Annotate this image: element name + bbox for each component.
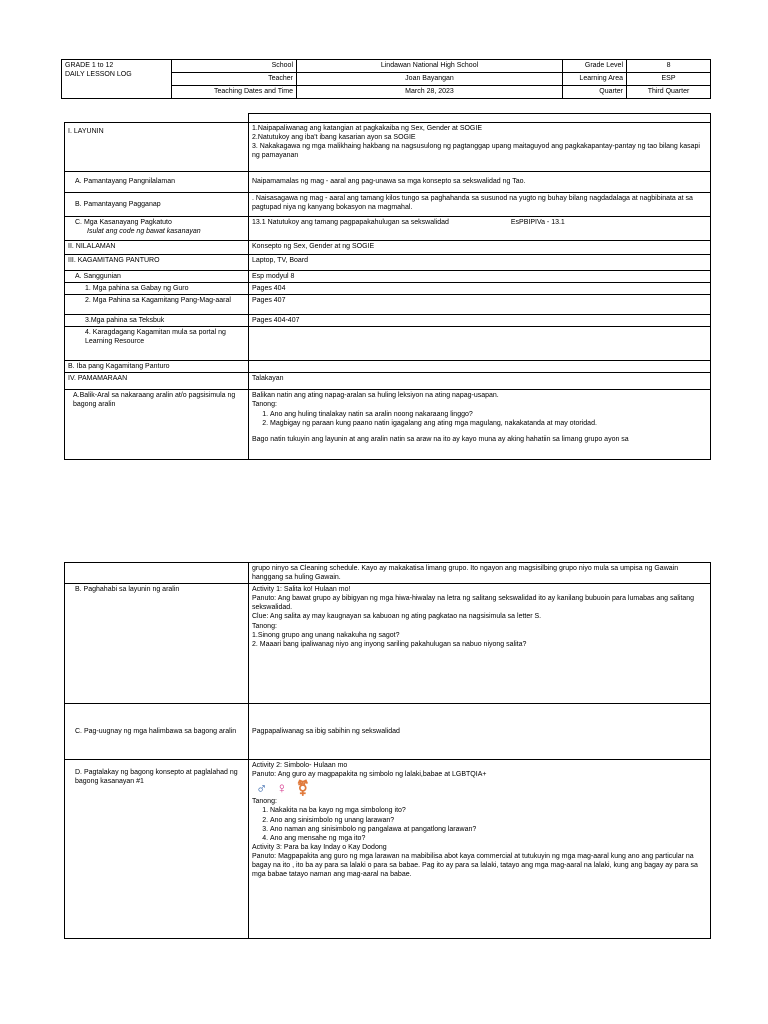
pagtalakay-cell <box>249 760 711 939</box>
area-value: ESP <box>627 73 711 86</box>
pagtalakay-panuto-3: Panuto: Magpapakita ang guro ng mga larawan na mabibilisa abot kaya commercial at tutukuyin ng mga mag-aaral kung ano ang particular na bagay na ito , ito ba ay para sa lalaki o para sa babae. Pag ito ay para sa lalaki, tatayo ang mga mag-aaral na lalaki, kung ang bagay ay para sa mga babae tatayo naman ang mag-aaral na babae. <box>252 852 698 879</box>
kasanayan-label: C. Mga Kasanayang Pagkatuto <box>75 219 172 226</box>
lesson-table-2 <box>64 562 711 939</box>
pagtalakay-panuto-2: Panuto: Ang guro ay magpapakita ng simbolo ng lalaki,babae at LGBTQIA+ <box>252 771 487 779</box>
kagamitan-label: III. KAGAMITANG PANTURO <box>65 255 249 271</box>
pagtalakay-activity-3: Activity 3: Para ba kay Inday o Kay Dodong <box>252 843 387 851</box>
layunin-2: 2.Natutukoy ang iba't ibang kasarian ayon sa SOGIE <box>252 134 416 142</box>
male-symbol-icon: ♂ <box>256 779 268 797</box>
paghahabi-tanong: Tanong: <box>252 622 277 630</box>
doc-label-grade: GRADE 1 to 12 <box>65 62 114 69</box>
quarter-label: Quarter <box>563 86 627 99</box>
kasanayan-code: EsPBIPIVa - 13.1 <box>510 219 565 226</box>
balik-aral-label: A.Balik-Aral sa nakaraang aralin at/o pagsisimula ng bagong aralin <box>65 390 249 460</box>
transgender-symbol-icon: ⚧ <box>296 779 310 797</box>
learning-resource-value <box>249 327 711 361</box>
gender-symbols <box>252 779 707 797</box>
layunin-1: 1.Naipapaliwanag ang katangian at pagkakaiba ng Sex, Gender at SOGIE <box>252 125 482 132</box>
kasanayan-value-cell <box>249 217 711 241</box>
paghahabi-clue: Clue: Ang salita ay may kaugnayan sa kabuoan ng ating pagkatao na nagsisimula sa letter S. <box>252 613 542 621</box>
kasanayan-sub: Isulat ang code ng bawat kasanayan <box>87 228 201 236</box>
paghahabi-q2: 2. Maaari bang ipaliwanag niyo ang inyong sariling pakahulugan sa nabuo niyong salita? <box>252 640 527 648</box>
pagtalakay-label: D. Pagtalakay ng bagong konsepto at paglalahad ng bagong kasanayan #1 <box>65 760 249 939</box>
grade-value: 8 <box>627 60 711 73</box>
header-table <box>61 59 711 99</box>
balik-aral-intro: Balikan natin ang ating napag-aralan sa huling leksiyon na ating napag-usapan. <box>252 392 499 400</box>
pagtalakay-activity-2: Activity 2: Simbolo- Hulaan mo <box>252 762 348 770</box>
pagganap-value: . Naisasagawa ng mag - aaral ang tamang kilos tungo sa paghahanda sa susunod na yugto ng buhay bilang nagdadalaga at nagbibinata at sa pagtupad niya ng kanyang bokasyon na magmahal. <box>249 193 711 217</box>
gabay-guro-value: Pages 404 <box>249 283 711 295</box>
blank-corner <box>65 114 249 123</box>
female-symbol-icon: ♀ <box>276 779 288 797</box>
layunin-cell <box>249 123 711 172</box>
paghahabi-label: B. Paghahabi sa layunin ng aralin <box>65 584 249 704</box>
pagtalakay-q2: 2. Ano ang sinisimbolo ng unang larawan? <box>270 816 707 825</box>
pangnilalaman-label: A. Pamantayang Pangnilalaman <box>65 172 249 193</box>
kasanayan-cell <box>65 217 249 241</box>
pamamaraan-label: IV. PAMAMARAAN <box>65 373 249 390</box>
layunin-3: 3. Nakakagawa ng mga malikhaing hakbang na nagsusulong ng pagtanggap upang maitaguyod ang pagkakapantay-pantay ng tao bilang kasapi ng pamayanan <box>252 143 700 160</box>
lesson-table-1 <box>64 113 711 460</box>
cont-label <box>65 563 249 584</box>
layunin-label: I. LAYUNIN <box>65 123 249 172</box>
teksbuk-value: Pages 404-407 <box>249 315 711 327</box>
pagtalakay-q3: 3. Ano naman ang sinisimbolo ng pangalawa at pangatlong larawan? <box>270 825 707 834</box>
sanggunian-label: A. Sanggunian <box>65 271 249 283</box>
quarter-value: Third Quarter <box>627 86 711 99</box>
pagtalakay-q1: 1. Nakakita na ba kayo ng mga simbolong ito? <box>270 806 707 815</box>
blank-top <box>249 114 711 123</box>
grade-label: Grade Level <box>563 60 627 73</box>
pang-mag-aaral-value: Pages 407 <box>249 295 711 315</box>
learning-resource-label: 4. Karagdagang Kagamitan mula sa portal ng Learning Resource <box>65 327 249 361</box>
balik-aral-q1: 1. Ano ang huling tinalakay natin sa aralin noong nakaraang linggo? <box>270 410 707 419</box>
pang-mag-aaral-label: 2. Mga Pahina sa Kagamitang Pang-Mag-aaral <box>65 295 249 315</box>
kasanayan-value: 13.1 Natutukoy ang tamang pagpapakahulugan sa sekswalidad <box>252 219 449 226</box>
paghahabi-cell <box>249 584 711 704</box>
balik-aral-tanong: Tanong: <box>252 401 277 409</box>
doc-label-cell <box>62 60 172 99</box>
pag-uugnay-value: Pagpapaliwanag sa ibig sabihin ng sekswalidad <box>249 704 711 760</box>
balik-aral-q2: 2. Magbigay ng paraan kung paano natin igagalang ang ating mga magulang, nakakatanda at may otoridad. <box>270 419 707 428</box>
school-value: Lindawan National High School <box>297 60 563 73</box>
kagamitan-value: Laptop, TV, Board <box>249 255 711 271</box>
pangnilalaman-value: Naipamamalas ng mag - aaral ang pag-unawa sa mga konsepto sa sekswalidad ng Tao. <box>249 172 711 193</box>
gabay-guro-label: 1. Mga pahina sa Gabay ng Guro <box>65 283 249 295</box>
pagtalakay-questions <box>252 806 707 842</box>
paghahabi-q1: 1.Sinong grupo ang unang nakakuha ng sagot? <box>252 631 400 639</box>
pamamaraan-value: Talakayan <box>249 373 711 390</box>
cont-value: grupo ninyo sa Cleaning schedule. Kayo ay makakatisa limang grupo. Ito ngayon ang magsisilbing grupo niyo mula sa umpisa ng Gawain hanggang sa huling Gawain. <box>249 563 711 584</box>
dates-value: March 28, 2023 <box>297 86 563 99</box>
teacher-value: Joan Bayangan <box>297 73 563 86</box>
nilalaman-label: II. NILALAMAN <box>65 241 249 255</box>
nilalaman-value: Konsepto ng Sex, Gender at ng SOGIE <box>249 241 711 255</box>
balik-aral-questions <box>252 410 707 428</box>
balik-aral-cell <box>249 390 711 460</box>
pag-uugnay-label: C. Pag-uugnay ng mga halimbawa sa bagong aralin <box>65 704 249 760</box>
area-label: Learning Area <box>563 73 627 86</box>
paghahabi-panuto: Panuto: Ang bawat grupo ay bibigyan ng mga hiwa-hiwalay na letra ng salitang sekswalidad ito ay kanilang bubuoin para lumabas ang salitang sekswalidad. <box>252 595 695 612</box>
sanggunian-value: Esp modyul 8 <box>249 271 711 283</box>
school-label: School <box>172 60 297 73</box>
paghahabi-activity: Activity 1: Salita ko! Hulaan mo! <box>252 586 351 594</box>
iba-kagamitan-value <box>249 361 711 373</box>
pagtalakay-q4: 4. Ano ang mensahe ng mga ito? <box>270 834 707 843</box>
teacher-label: Teacher <box>172 73 297 86</box>
balik-aral-end: Bago natin tukuyin ang layunin at ang aralin natin sa araw na ito ay kayo muna ay aking hahatiin sa limang grupo ayon sa <box>252 435 629 443</box>
dates-label: Teaching Dates and Time <box>172 86 297 99</box>
teksbuk-label: 3.Mga pahina sa Teksbuk <box>65 315 249 327</box>
pagganap-label: B. Pamantayang Pagganap <box>65 193 249 217</box>
iba-kagamitan-label: B. Iba pang Kagamitang Panturo <box>65 361 249 373</box>
pagtalakay-tanong: Tanong: <box>252 798 277 806</box>
doc-label-dll: DAILY LESSON LOG <box>65 71 132 79</box>
